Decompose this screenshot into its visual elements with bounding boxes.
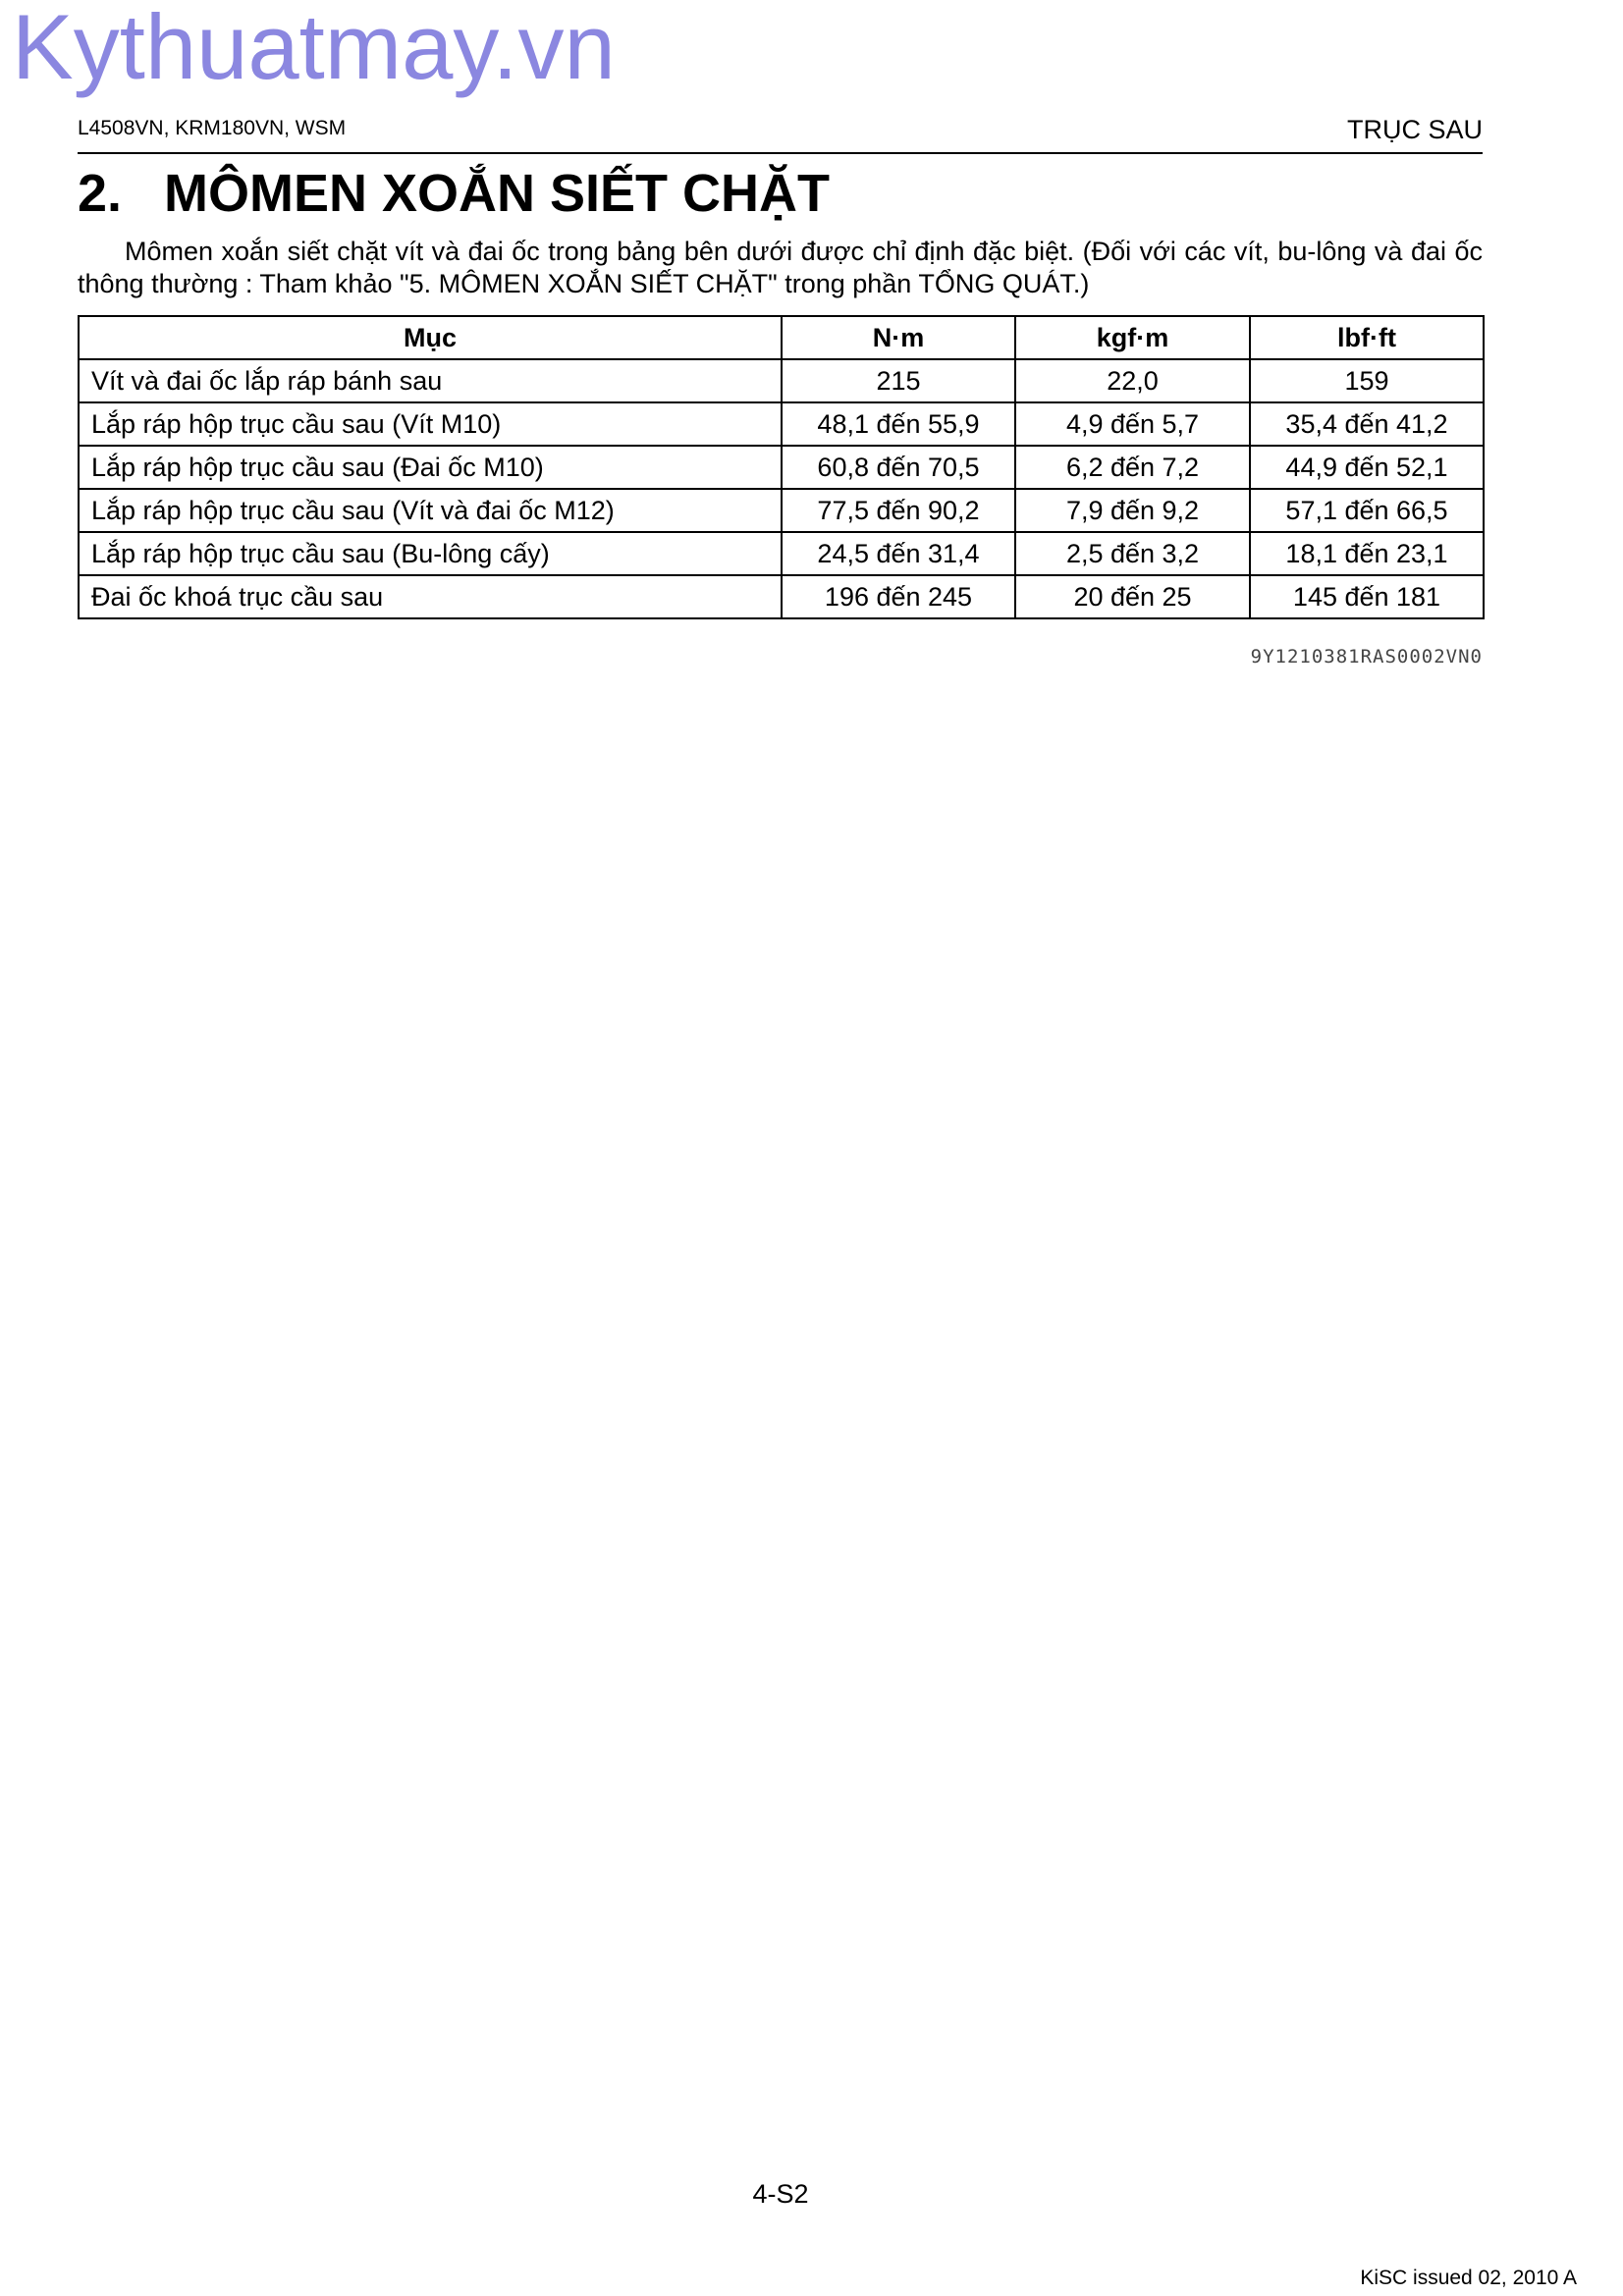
cell-lbfft: 145 đến 181 xyxy=(1250,575,1484,618)
cell-kgfm: 4,9 đến 5,7 xyxy=(1015,402,1250,446)
cell-nm: 196 đến 245 xyxy=(782,575,1015,618)
header-model-list: L4508VN, KRM180VN, WSM xyxy=(78,117,347,139)
cell-lbfft: 18,1 đến 23,1 xyxy=(1250,532,1484,575)
cell-lbfft: 57,1 đến 66,5 xyxy=(1250,489,1484,532)
header-section-name: TRỤC SAU xyxy=(1346,115,1483,144)
cell-kgfm: 2,5 đến 3,2 xyxy=(1015,532,1250,575)
table-row xyxy=(79,446,1484,489)
cell-lbfft: 35,4 đến 41,2 xyxy=(1250,402,1484,446)
col-header-nm: N·m xyxy=(782,316,1015,359)
cell-item: Lắp ráp hộp trục cầu sau (Bu-lông cấy) xyxy=(79,532,782,575)
section-heading xyxy=(78,163,830,224)
cell-kgfm: 6,2 đến 7,2 xyxy=(1015,446,1250,489)
cell-item: Đai ốc khoá trục cầu sau xyxy=(79,575,782,618)
cell-kgfm: 22,0 xyxy=(1015,359,1250,402)
intro-paragraph: Mômen xoắn siết chặt vít và đai ốc trong bảng bên dưới được chỉ định đặc biệt. (Đối với các vít, bu-lông và đai ốc thông thường : Tham khảo "5. MÔMEN XOẮN SIẾT CHẶT" trong phần TỔNG QUÁT.) xyxy=(78,237,1483,298)
cell-item: Lắp ráp hộp trục cầu sau (Đai ốc M10) xyxy=(79,446,782,489)
table-header-row xyxy=(79,316,1484,359)
col-header-lbfft: lbf·ft xyxy=(1250,316,1484,359)
col-header-item: Mục xyxy=(79,316,782,359)
cell-nm: 48,1 đến 55,9 xyxy=(782,402,1015,446)
col-header-kgfm: kgf·m xyxy=(1015,316,1250,359)
cell-item: Lắp ráp hộp trục cầu sau (Vít và đai ốc M12) xyxy=(79,489,782,532)
cell-lbfft: 44,9 đến 52,1 xyxy=(1250,446,1484,489)
watermark-logo: Kythuatmay.vn xyxy=(12,0,616,98)
cell-kgfm: 20 đến 25 xyxy=(1015,575,1250,618)
table-row xyxy=(79,359,1484,402)
cell-nm: 24,5 đến 31,4 xyxy=(782,532,1015,575)
cell-nm: 215 xyxy=(782,359,1015,402)
cell-item: Vít và đai ốc lắp ráp bánh sau xyxy=(79,359,782,402)
issue-note: KiSC issued 02, 2010 A xyxy=(1360,2267,1577,2289)
table-row xyxy=(79,575,1484,618)
table-row xyxy=(79,402,1484,446)
page-number: 4-S2 xyxy=(752,2179,809,2209)
table-row xyxy=(79,489,1484,532)
cell-item: Lắp ráp hộp trục cầu sau (Vít M10) xyxy=(79,402,782,446)
section-title: MÔMEN XOẮN SIẾT CHẶT xyxy=(164,164,831,223)
document-code: 9Y1210381RAS0002VN0 xyxy=(1250,646,1483,667)
torque-table xyxy=(78,315,1485,619)
cell-nm: 60,8 đến 70,5 xyxy=(782,446,1015,489)
header-divider xyxy=(78,152,1483,154)
cell-kgfm: 7,9 đến 9,2 xyxy=(1015,489,1250,532)
cell-nm: 77,5 đến 90,2 xyxy=(782,489,1015,532)
table-row xyxy=(79,532,1484,575)
section-number: 2. xyxy=(78,164,123,223)
cell-lbfft: 159 xyxy=(1250,359,1484,402)
